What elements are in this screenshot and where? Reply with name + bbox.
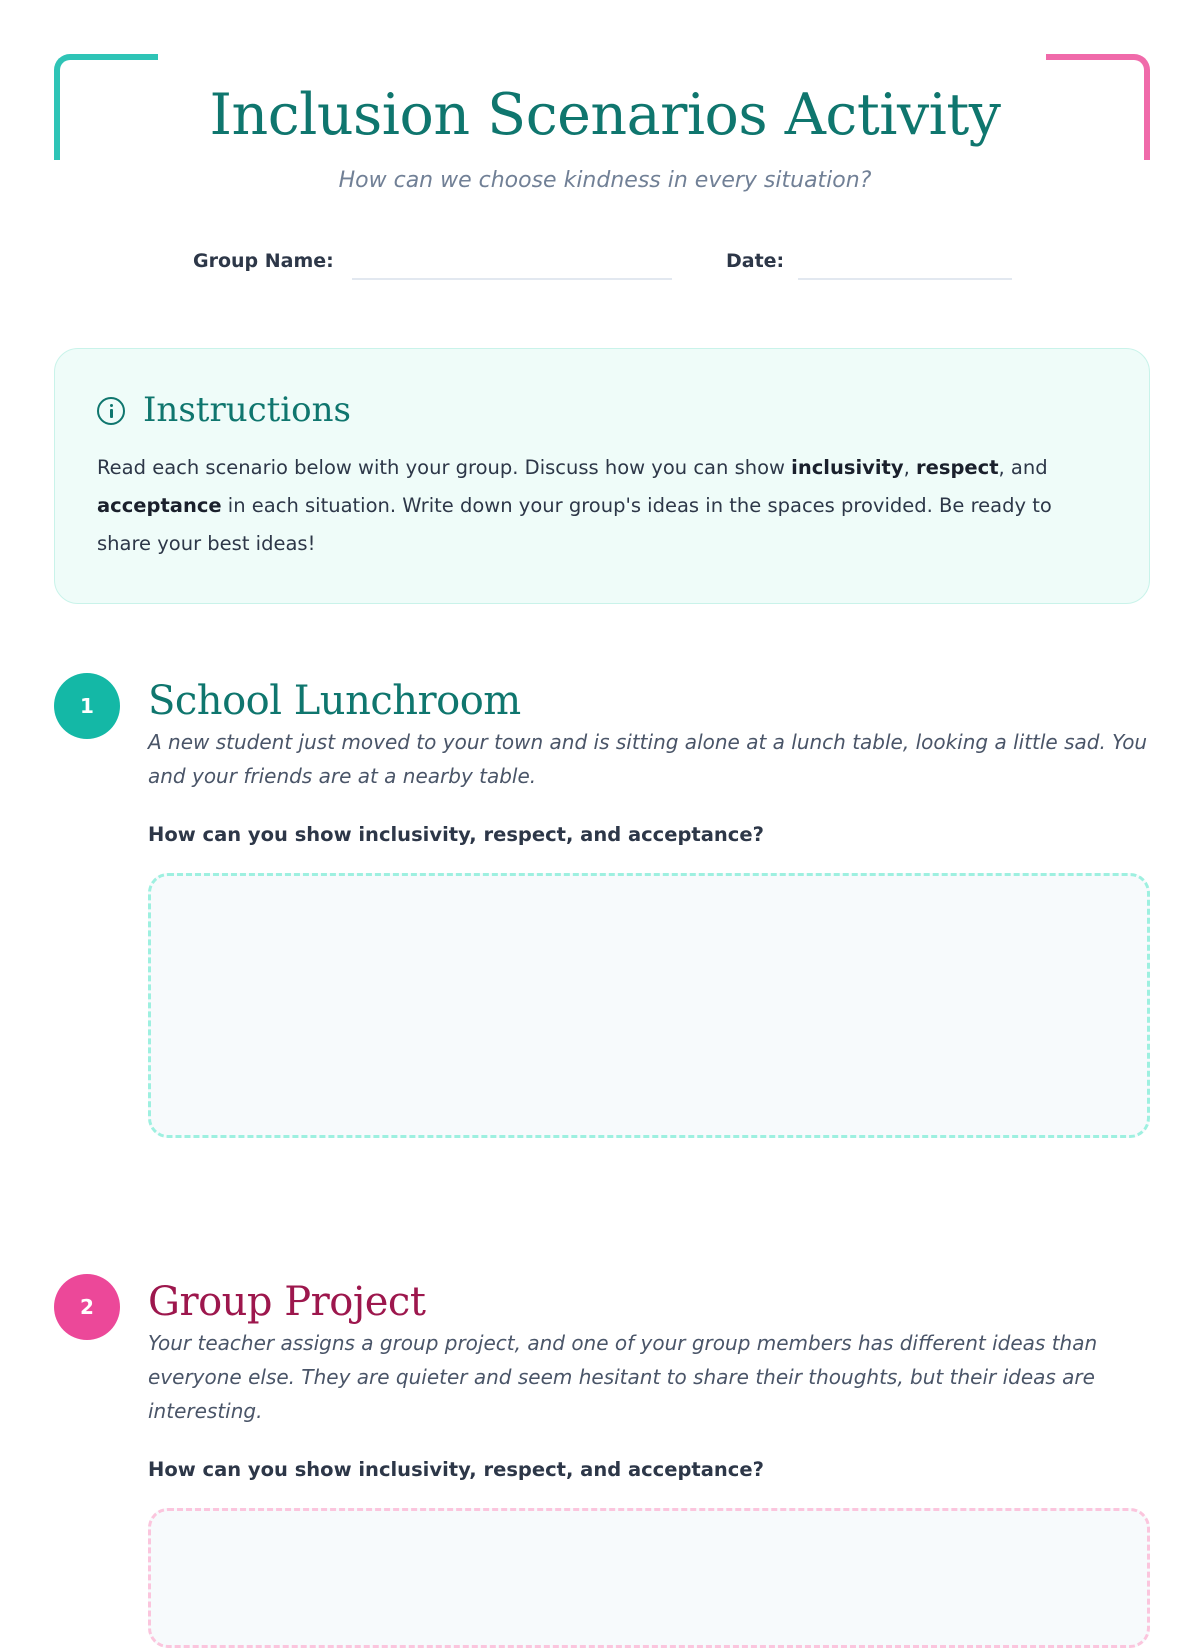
scenario-description: Your teacher assigns a group project, and one of your group members has different ideas than everyone else. They are quieter and seem hesitant to share their thoughts, but their ideas are interesting. bbox=[148, 1331, 1098, 1423]
page-subtitle: How can we choose kindness in every situation? bbox=[338, 168, 872, 193]
keyword-acceptance: acceptance bbox=[97, 494, 222, 517]
group-name-label: Group Name: bbox=[193, 250, 334, 272]
instructions-text: Read each scenario below with your group. Discuss how you can show inclusivity, respect, and acceptance in each situation. Write down your group's ideas in the spaces provided. Be ready to share your best ideas! bbox=[97, 456, 1052, 555]
instructions-panel bbox=[54, 348, 1150, 604]
info-icon bbox=[97, 397, 125, 425]
scenario-description: A new student just moved to your town and is sitting alone at a lunch table, looking a little sad. You and your friends are at a nearby table. bbox=[148, 730, 1148, 788]
scenario-title: School Lunchroom bbox=[148, 678, 521, 724]
answer-box[interactable] bbox=[148, 1508, 1150, 1648]
keyword-respect: respect bbox=[916, 456, 999, 479]
date-label: Date: bbox=[726, 250, 785, 272]
keyword-inclusivity: inclusivity bbox=[791, 456, 904, 479]
scenario-number-badge: 1 bbox=[54, 673, 120, 739]
group-name-field[interactable] bbox=[352, 278, 672, 280]
answer-box[interactable] bbox=[148, 873, 1150, 1138]
scenario-number-badge: 2 bbox=[54, 1274, 120, 1340]
page-title: Inclusion Scenarios Activity bbox=[209, 82, 1001, 148]
scenario-title: Group Project bbox=[148, 1279, 426, 1325]
scenario-prompt: How can you show inclusivity, respect, and acceptance? bbox=[148, 1458, 764, 1481]
scenario-prompt: How can you show inclusivity, respect, and acceptance? bbox=[148, 823, 764, 846]
instructions-heading: Instructions bbox=[143, 390, 351, 430]
date-field[interactable] bbox=[798, 278, 1012, 280]
